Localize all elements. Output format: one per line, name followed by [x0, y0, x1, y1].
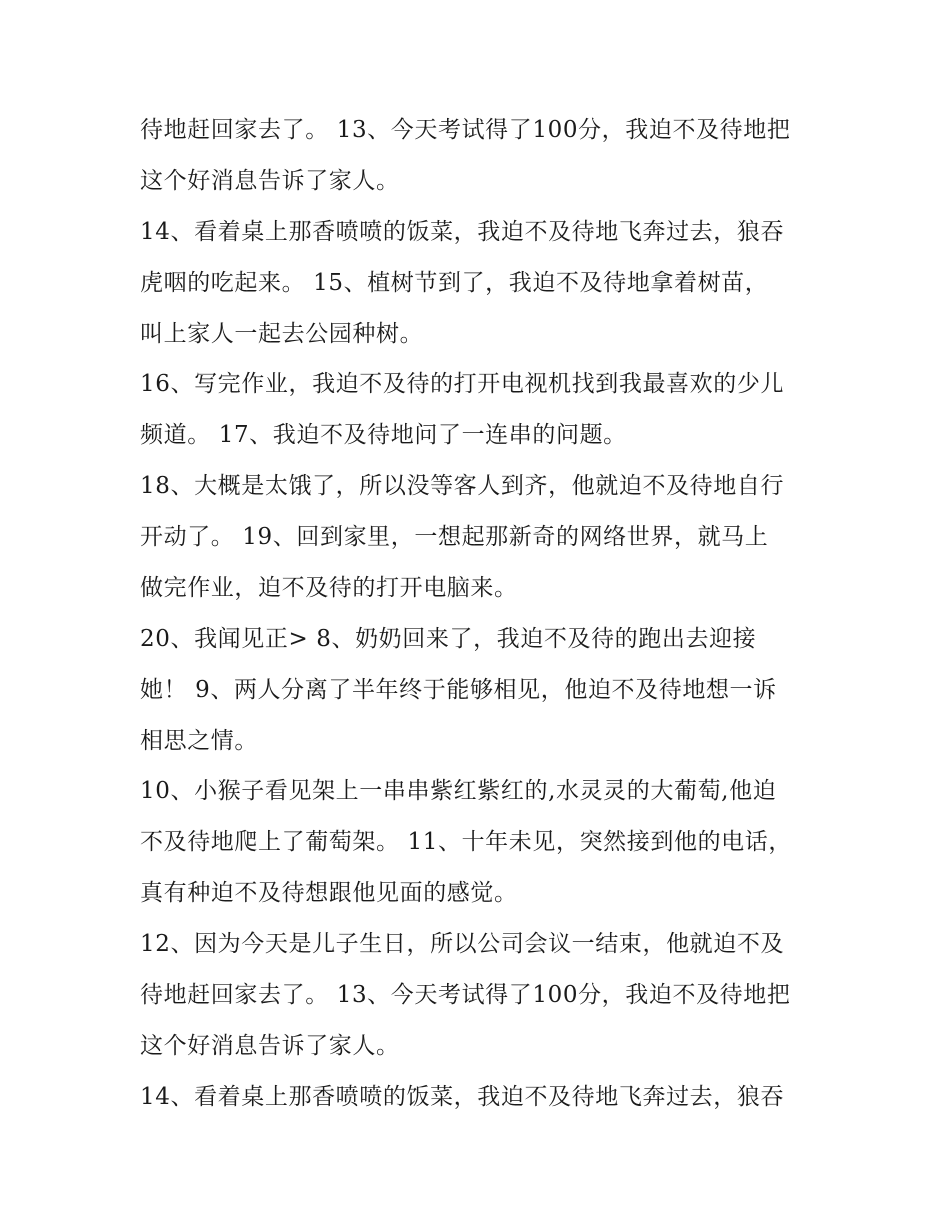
text-line: 12、因为今天是儿子生日，所以公司会议一结束，他就迫不及 — [140, 931, 785, 957]
text-line: 14、看着桌上那香喷喷的饭菜，我迫不及待地飞奔过去，狼吞 — [140, 1084, 785, 1110]
text-line: 这个好消息告诉了家人。 — [140, 168, 400, 194]
text-line: 频道。 17、我迫不及待地问了一连串的问题。 — [140, 422, 627, 448]
text-line: 14、看着桌上那香喷喷的饭菜，我迫不及待地飞奔过去，狼吞 — [140, 219, 785, 245]
text-line: 叫上家人一起去公园种树。 — [140, 321, 424, 347]
text-line: 虎咽的吃起来。 15、植树节到了，我迫不及待地拿着树苗， — [140, 270, 769, 296]
text-line: 不及待地爬上了葡萄架。 11、十年未见，突然接到他的电话， — [140, 829, 792, 855]
text-line: 待地赶回家去了。 13、今天考试得了100分，我迫不及待地把 — [140, 982, 791, 1008]
text-line: 20、我闻见正> 8、奶奶回来了，我迫不及待的跑出去迎接 — [140, 626, 757, 652]
text-line: 相思之情。 — [140, 728, 258, 754]
text-line: 真有种迫不及待想跟他见面的感觉。 — [140, 880, 518, 906]
text-line: 16、写完作业，我迫不及待的打开电视机找到我最喜欢的少儿 — [140, 371, 785, 397]
text-line: 开动了。 19、回到家里，一想起那新奇的网络世界，就马上 — [140, 524, 769, 550]
text-line: 待地赶回家去了。 13、今天考试得了100分，我迫不及待地把 — [140, 117, 791, 143]
text-line: 18、大概是太饿了，所以没等客人到齐，他就迫不及待地自行 — [140, 473, 785, 499]
text-line: 她！ 9、两人分离了半年终于能够相见，他迫不及待地想一诉 — [140, 677, 777, 703]
text-line: 做完作业，迫不及待的打开电脑来。 — [140, 575, 518, 601]
text-line: 10、小猴子看见架上一串串紫红紫红的,水灵灵的大葡萄,他迫 — [140, 778, 777, 804]
text-line: 这个好消息告诉了家人。 — [140, 1033, 400, 1059]
